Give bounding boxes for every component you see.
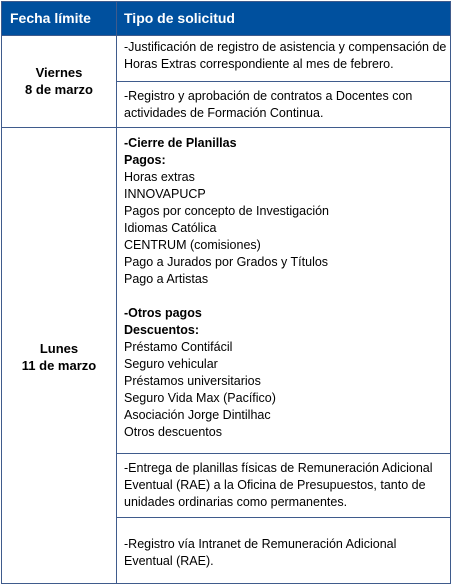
list-item: Horas extras (124, 170, 195, 184)
row-divider (116, 453, 450, 454)
section-title: -Cierre de Planillas (124, 136, 237, 150)
column-divider (116, 2, 117, 583)
section-subtitle: Pagos: (124, 153, 166, 167)
group-divider (2, 127, 450, 128)
request-justificacion-horas-extras (124, 39, 447, 73)
list-item: Préstamo Contifácil (124, 340, 233, 354)
cell-line: Eventual (RAE). (124, 554, 214, 568)
cell-line: Eventual (RAE) a la Oficina de Presupuestos, tanto de (124, 478, 426, 492)
cell-line: -Entrega de planillas físicas de Remuneración Adicional (124, 461, 433, 475)
request-entrega-planillas-rae (124, 460, 442, 511)
date-text: 11 de marzo (21, 358, 97, 373)
date-lunes-11-marzo (2, 340, 116, 374)
list-item: Otros descuentos (124, 425, 222, 439)
header-tipo-solicitud: Tipo de solicitud (124, 10, 235, 26)
list-item: Préstamos universitarios (124, 374, 261, 388)
request-cierre-planillas (124, 135, 442, 441)
deadlines-table (1, 1, 451, 584)
list-item: CENTRUM (comisiones) (124, 238, 261, 252)
row-divider (116, 517, 450, 518)
header-fecha-limite: Fecha límite (10, 10, 91, 26)
cell-line: -Registro y aprobación de contratos a Docentes con (124, 89, 413, 103)
date-viernes-8-marzo (2, 64, 116, 98)
list-item: Pago a Artistas (124, 272, 209, 286)
request-registro-intranet-rae (124, 536, 442, 570)
list-item: Idiomas Católica (124, 221, 217, 235)
header-bottom-border (2, 35, 450, 36)
spacer (124, 288, 442, 305)
section-title: -Otros pagos (124, 306, 202, 320)
list-item: Pago a Jurados por Grados y Títulos (124, 255, 329, 269)
date-text: 8 de marzo (25, 82, 93, 97)
cell-line: -Justificación de registro de asistencia y compensación de (124, 40, 447, 54)
cell-line: actividades de Formación Continua. (124, 106, 324, 120)
row-divider (116, 81, 450, 82)
cell-line: -Registro vía Intranet de Remuneración Adicional (124, 537, 397, 551)
list-item: INNOVAPUCP (124, 187, 206, 201)
section-subtitle: Descuentos: (124, 323, 200, 337)
list-item: Pagos por concepto de Investigación (124, 204, 329, 218)
list-item: Seguro Vida Max (Pacífico) (124, 391, 276, 405)
cell-line: Horas Extras correspondiente al mes de febrero. (124, 57, 394, 71)
list-item: Asociación Jorge Dintilhac (124, 408, 271, 422)
cell-line: unidades ordinarias como permanentes. (124, 495, 348, 509)
request-registro-contratos-docentes (124, 88, 442, 122)
list-item: Seguro vehicular (124, 357, 218, 371)
date-day: Viernes (35, 65, 83, 80)
table-header (2, 2, 450, 35)
date-day: Lunes (39, 341, 79, 356)
